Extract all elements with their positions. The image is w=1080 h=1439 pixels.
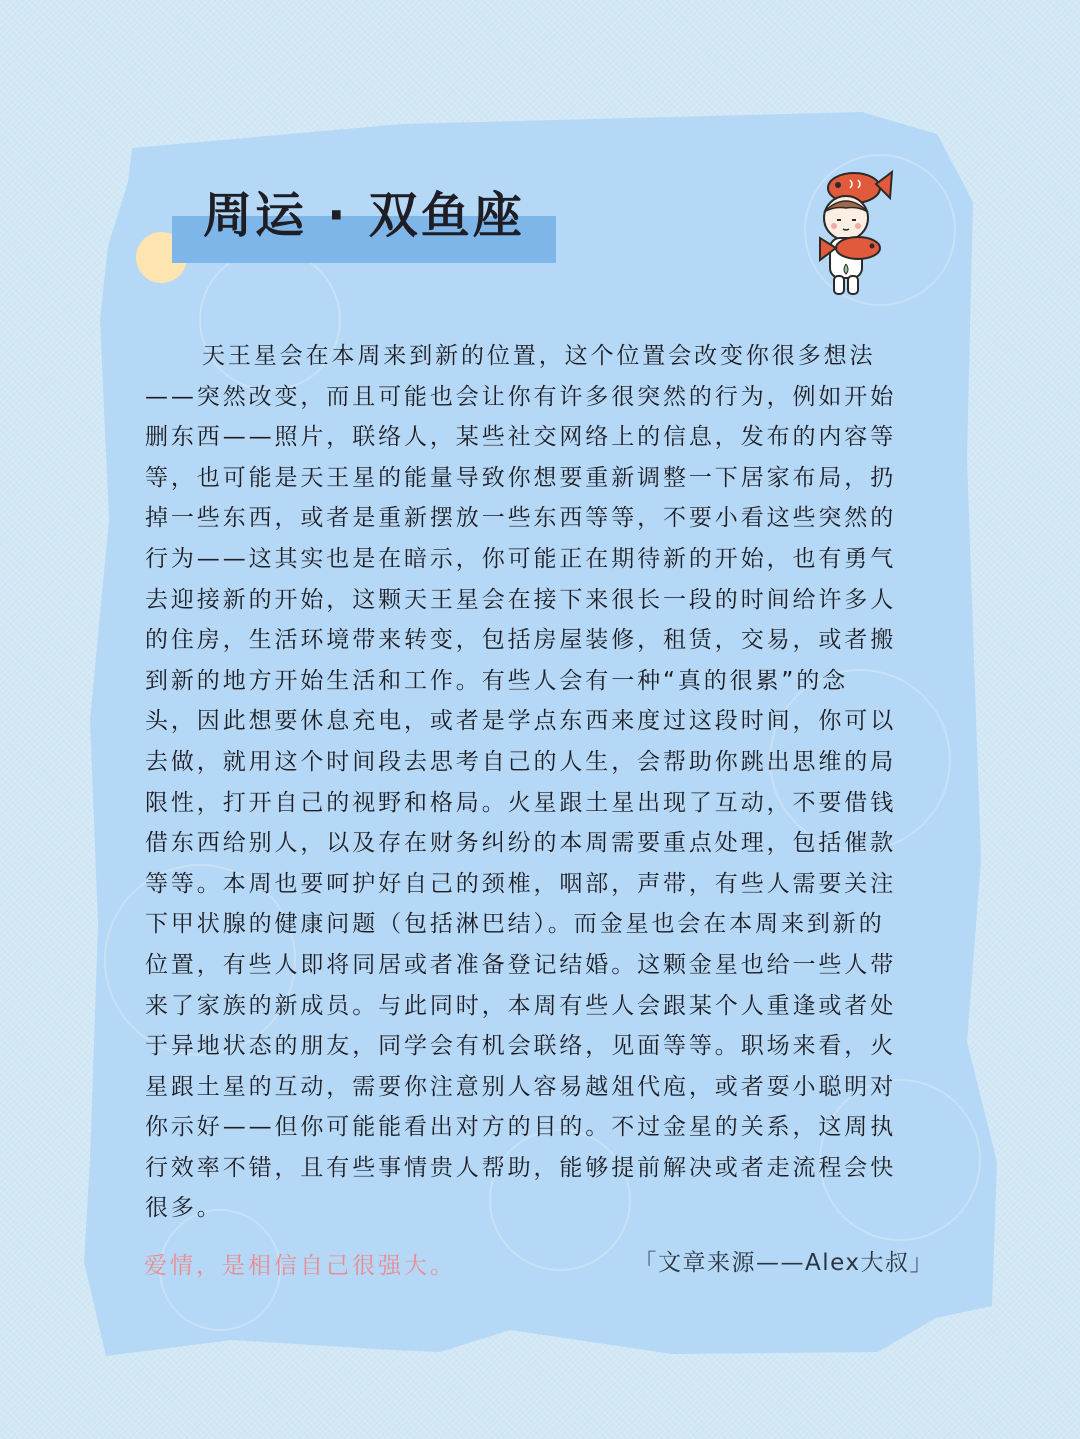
article-line: 于异地状态的朋友，同学会有机会联络，见面等等。职场来看，火 [145,1033,897,1060]
article-line: 位置，有些人即将同居或者准备登记结婚。这颗金星也给一些人带 [145,951,897,978]
love-quote: 爱情，是相信自己很强大。 [144,1253,456,1279]
article-line: 掉一些东西，或者是重新摆放一些东西等等，不要小看这些突然的 [145,505,897,532]
article-line: ——突然改变，而且可能也会让你有许多很突然的行为，例如开始 [145,383,897,410]
article-line: 你示好——但你可能能看出对方的目的。不过金星的关系，这周执 [145,1114,897,1141]
article-line: 行效率不错，且有些事情贵人帮助，能够提前解决或者走流程会快 [145,1154,897,1181]
horoscope-article [145,336,945,1229]
page-title: 周运 · 双鱼座 [203,187,525,244]
article-line: 去做，就用这个时间段去思考自己的人生，会帮助你跳出思维的局 [145,748,897,775]
article-line: 等等。本周也要呵护好自己的颈椎，咽部，声带，有些人需要关注 [145,870,897,897]
article-line: 到新的地方开始生活和工作。有些人会有一种“真的很累”的念 [145,667,849,694]
article-line: 天王星会在本周来到新的位置，这个位置会改变你很多想法 [202,343,876,369]
article-line: 借东西给别人，以及存在财务纠纷的本周需要重点处理，包括催款 [145,830,897,857]
article-line: 删东西——照片，联络人，某些社交网络上的信息，发布的内容等 [145,424,897,451]
article-line: 等，也可能是天王星的能量导致你想要重新调整一下居家布局，扔 [145,464,897,491]
article-line: 很多。 [145,1195,223,1222]
article-source: 「文章来源——Alex大叔」 [633,1250,934,1276]
article-line: 去迎接新的开始，这颗天王星会在接下来很长一段的时间给许多人 [145,586,897,613]
fish-boy-mascot-icon [806,166,898,300]
article-line: 星跟土星的互动，需要你注意别人容易越俎代庖，或者耍小聪明对 [145,1073,897,1100]
article-line: 头，因此想要休息充电，或者是学点东西来度过这段时间，你可以 [145,708,897,735]
article-line: 行为——这其实也是在暗示，你可能正在期待新的开始，也有勇气 [145,545,897,572]
article-line: 下甲状腺的健康问题（包括淋巴结）。而金星也会在本周来到新的 [145,911,885,938]
article-line: 来了家族的新成员。与此同时，本周有些人会跟某个人重逢或者处 [145,992,897,1019]
article-line: 限性，打开自己的视野和格局。火星跟土星出现了互动，不要借钱 [145,789,897,816]
article-line: 的住房，生活环境带来转变，包括房屋装修，租赁，交易，或者搬 [145,627,897,654]
